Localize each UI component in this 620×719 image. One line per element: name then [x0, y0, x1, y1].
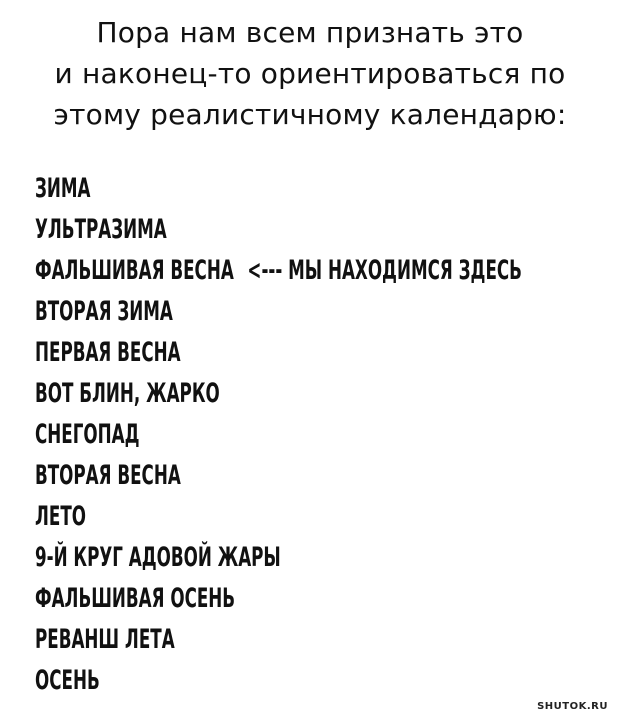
current-position-marker: <--- МЫ НАХОДИМСЯ ЗДЕСЬ [247, 255, 522, 286]
intro-line-1: Пора нам всем признать это [96, 16, 524, 49]
season-item [35, 414, 522, 455]
season-item [35, 455, 522, 496]
season-list [35, 168, 522, 701]
season-item [35, 660, 522, 701]
intro-line-2: и наконец-то ориентироваться по [54, 57, 566, 90]
season-label: 9-Й КРУГ АДОВОЙ ЖАРЫ [35, 542, 281, 573]
season-item [35, 332, 522, 373]
season-label: ВОТ БЛИН, ЖАРКО [35, 378, 220, 409]
season-label: ВТОРАЯ ВЕСНА [35, 460, 181, 491]
season-item [35, 209, 522, 250]
season-label: СНЕГОПАД [35, 419, 140, 450]
season-label: РЕВАНШ ЛЕТА [35, 624, 175, 655]
season-item [35, 537, 522, 578]
season-item [35, 168, 522, 209]
season-label: ФАЛЬШИВАЯ ВЕСНА [35, 255, 234, 286]
season-item-current [35, 250, 522, 291]
season-label: ЛЕТО [35, 501, 86, 532]
season-label: ПЕРВАЯ ВЕСНА [35, 337, 181, 368]
season-item [35, 496, 522, 537]
intro-line-3: этому реалистичному календарю: [53, 98, 567, 131]
season-item [35, 619, 522, 660]
season-label: УЛЬТРАЗИМА [35, 214, 167, 245]
intro-text [0, 12, 620, 135]
watermark: SHUTOK.RU [537, 701, 608, 712]
season-item [35, 373, 522, 414]
season-label: ВТОРАЯ ЗИМА [35, 296, 173, 327]
season-label: ЗИМА [35, 173, 91, 204]
season-item [35, 578, 522, 619]
season-label: ОСЕНЬ [35, 665, 100, 696]
season-item [35, 291, 522, 332]
season-label: ФАЛЬШИВАЯ ОСЕНЬ [35, 583, 236, 614]
